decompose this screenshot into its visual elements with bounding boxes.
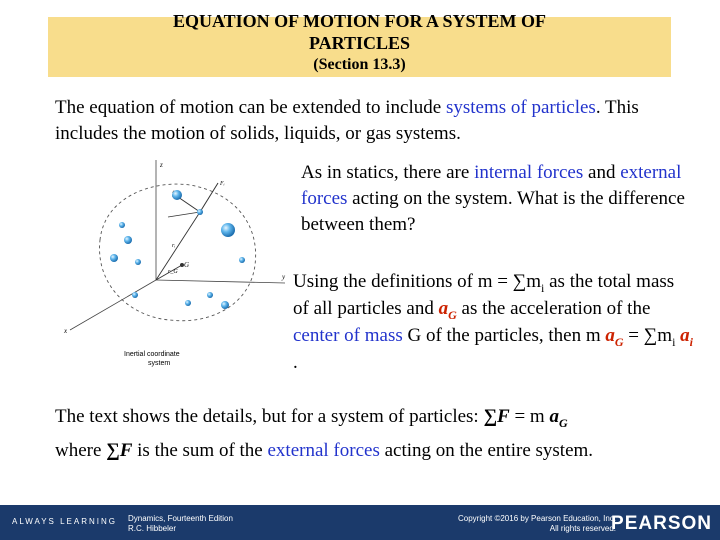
external-forces-term: external forces [301, 162, 682, 209]
book-author: R.C. Hibbeler [128, 524, 177, 533]
internal-arrow [168, 212, 200, 217]
text: . [293, 352, 298, 373]
book-title: Dynamics, Fourteenth Edition [128, 514, 233, 523]
Fi-arrow [200, 183, 218, 212]
subscript: i [541, 280, 545, 295]
internal-forces-term: internal forces [474, 162, 584, 183]
center-of-mass-point [180, 263, 184, 267]
particle [239, 257, 245, 263]
text: as the acceleration of the [456, 298, 651, 319]
particle [185, 300, 191, 306]
text: acting on the system. What is the difference between them? [301, 188, 685, 235]
z-label: z [160, 161, 163, 169]
intro-highlight: systems of particles [445, 97, 596, 118]
x-axis [70, 280, 156, 330]
definitions-paragraph [293, 268, 693, 376]
sum-symbol: ∑ [643, 325, 658, 346]
y-label: y [282, 273, 286, 281]
title-line-3: (Section 13.3) [313, 56, 406, 73]
x-label: x [64, 327, 68, 335]
particle [132, 292, 138, 298]
text: as the total mass of all particles and [293, 271, 675, 319]
fi-arrow [178, 197, 200, 212]
ri-label: rᵢ [172, 243, 176, 249]
particle-i [197, 209, 203, 215]
copyright-line1: Copyright ©2016 by Pearson Education, Inc. [458, 514, 616, 523]
copyright-line2: All rights reserved. [549, 524, 616, 533]
text: As in statics, there are [301, 162, 475, 183]
acceleration-symbol: a [549, 406, 559, 427]
text: = m [509, 406, 550, 427]
slide-title [48, 10, 671, 76]
text: acting on the entire system. [379, 440, 594, 461]
ri-vector [156, 212, 200, 280]
text: = [623, 325, 644, 346]
acceleration-symbol: a [605, 325, 615, 346]
force-sum-symbol: ∑F [106, 440, 133, 461]
intro-paragraph [55, 95, 685, 147]
subscript: G [614, 334, 624, 349]
text: Using the definitions of m = [293, 271, 513, 292]
text: where [55, 440, 107, 461]
figure-caption-line1: Inertial coordinate [124, 351, 180, 358]
y-axis [156, 280, 285, 283]
G-label: G [184, 261, 190, 269]
center-of-mass-term: center of mass [293, 325, 403, 346]
Fi-label: Fᵢ [220, 181, 225, 187]
text: G of the particles, then m [402, 325, 606, 346]
system-boundary [100, 184, 256, 321]
particle [221, 301, 229, 309]
particle [207, 292, 213, 298]
subscript: G [448, 307, 457, 322]
title-line-2: PARTICLES [308, 33, 411, 53]
book-info [128, 514, 233, 534]
figure-caption-line2: system [148, 360, 171, 367]
particle [172, 190, 182, 200]
particle-diagram [60, 155, 295, 370]
text: The text shows the details, but for a system of particles: [55, 406, 484, 427]
particle-system-figure [60, 155, 295, 370]
always-learning-label: ALWAYS LEARNING [12, 517, 117, 526]
copyright [458, 514, 616, 534]
acceleration-symbol: a [680, 325, 690, 346]
particle [221, 223, 235, 237]
subscript: i [672, 334, 676, 349]
title-line-1: EQUATION OF MOTION FOR A SYSTEM OF [172, 11, 547, 31]
rG-label: r_G [168, 269, 178, 275]
pearson-logo: PEARSON [611, 513, 712, 534]
footer-bar [0, 505, 720, 540]
equation-paragraph [55, 400, 695, 468]
text: is the sum of the [132, 440, 268, 461]
forces-paragraph [301, 160, 701, 238]
force-sum-symbol: ∑F [483, 406, 510, 427]
subscript: G [558, 415, 568, 430]
text: and [583, 162, 621, 183]
intro-text-end: . This includes the motion of solids, liquids, or gas systems. [55, 97, 639, 144]
particle [110, 254, 118, 262]
particle [119, 222, 125, 228]
sum-symbol: ∑ [512, 271, 527, 292]
intro-text: The equation of motion can be extended to include [55, 97, 446, 118]
text: m [526, 271, 542, 292]
acceleration-symbol: a [438, 298, 449, 319]
subscript: i [689, 334, 693, 349]
text: m [657, 325, 673, 346]
external-forces-term: external forces [267, 440, 380, 461]
particle [135, 259, 141, 265]
particle [124, 236, 132, 244]
